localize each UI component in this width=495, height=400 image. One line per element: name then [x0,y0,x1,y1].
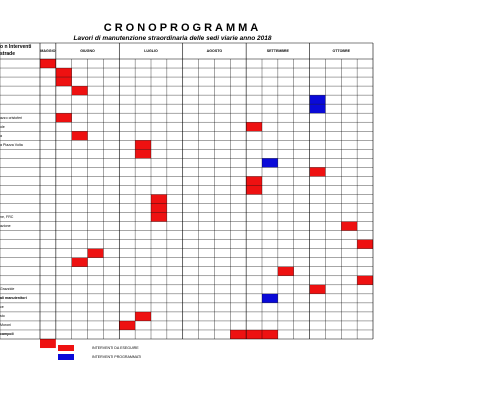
row-label: ce [0,305,4,310]
intervention-to-do-cell [246,185,262,194]
intervention-to-do-cell [88,249,104,258]
intervention-to-do-cell [40,59,56,68]
page-subtitle: Lavori di manutenzione straordinaria delle sedi viarie anno 2018 [73,35,272,42]
intervention-to-do-cell [151,213,167,222]
intervention-to-do-cell [341,222,357,231]
month-header-ottobre: OTTOBRE [332,49,351,53]
legend-blue-swatch [58,354,74,360]
intervention-to-do-cell [246,176,262,185]
intervention-to-do-cell [72,258,88,267]
intervention-to-do-cell [310,167,326,176]
intervention-to-do-cell [72,86,88,95]
intervention-to-do-cell [135,149,151,158]
intervention-to-do-cell [135,140,151,149]
intervention-to-do-cell [56,68,72,77]
row-label: campoli [0,332,14,337]
intervention-planned-cell [262,158,278,167]
row-label: azione [0,224,11,229]
intervention-to-do-cell [72,131,88,140]
intervention-to-do-cell [135,312,151,321]
month-header-maggio: MAGGIO [40,49,56,53]
intervention-to-do-cell [56,113,72,122]
row-label: ne, FRC [0,215,14,220]
intervention-planned-cell [262,294,278,303]
intervention-to-do-cell [119,321,135,330]
intervention-to-do-cell [40,339,56,348]
row-label: a Piazza Volta [0,142,23,147]
month-header-settembre: SETTEMBRE [266,49,289,53]
month-header-giugno: GIUGNO [80,49,95,53]
row-label: ali manutenitori [0,296,27,301]
row-label: ole [0,124,5,129]
header-strade: strade [0,51,16,57]
intervention-to-do-cell [357,240,373,249]
month-header-agosto: AGOSTO [206,49,223,53]
intervention-to-do-cell [56,77,72,86]
intervention-to-do-cell [278,267,294,276]
intervention-to-do-cell [262,330,278,339]
month-header-luglio: LUGLIO [144,49,158,53]
row-label: azzo cristoferi [0,115,23,120]
legend-blue-label: INTERVENTI PROGRAMMATI [92,355,142,359]
intervention-to-do-cell [151,194,167,203]
row-label: sto [0,314,5,319]
legend-red-swatch [58,345,74,351]
header-interventi: o n Interventi [0,44,32,50]
intervention-to-do-cell [357,276,373,285]
intervention-to-do-cell [151,204,167,213]
row-label: a [0,133,2,138]
intervention-planned-cell [310,95,326,104]
intervention-to-do-cell [246,330,262,339]
page-title: CRONOPROGRAMMA [103,22,262,34]
row-label: Moroni [0,323,11,328]
intervention-to-do-cell [310,285,326,294]
row-label: Grazzide [0,287,15,292]
intervention-to-do-cell [246,122,262,131]
intervention-planned-cell [310,104,326,113]
intervention-to-do-cell [230,330,246,339]
legend-red-label: INTERVENTI DA ESEGUIRE [92,346,139,350]
